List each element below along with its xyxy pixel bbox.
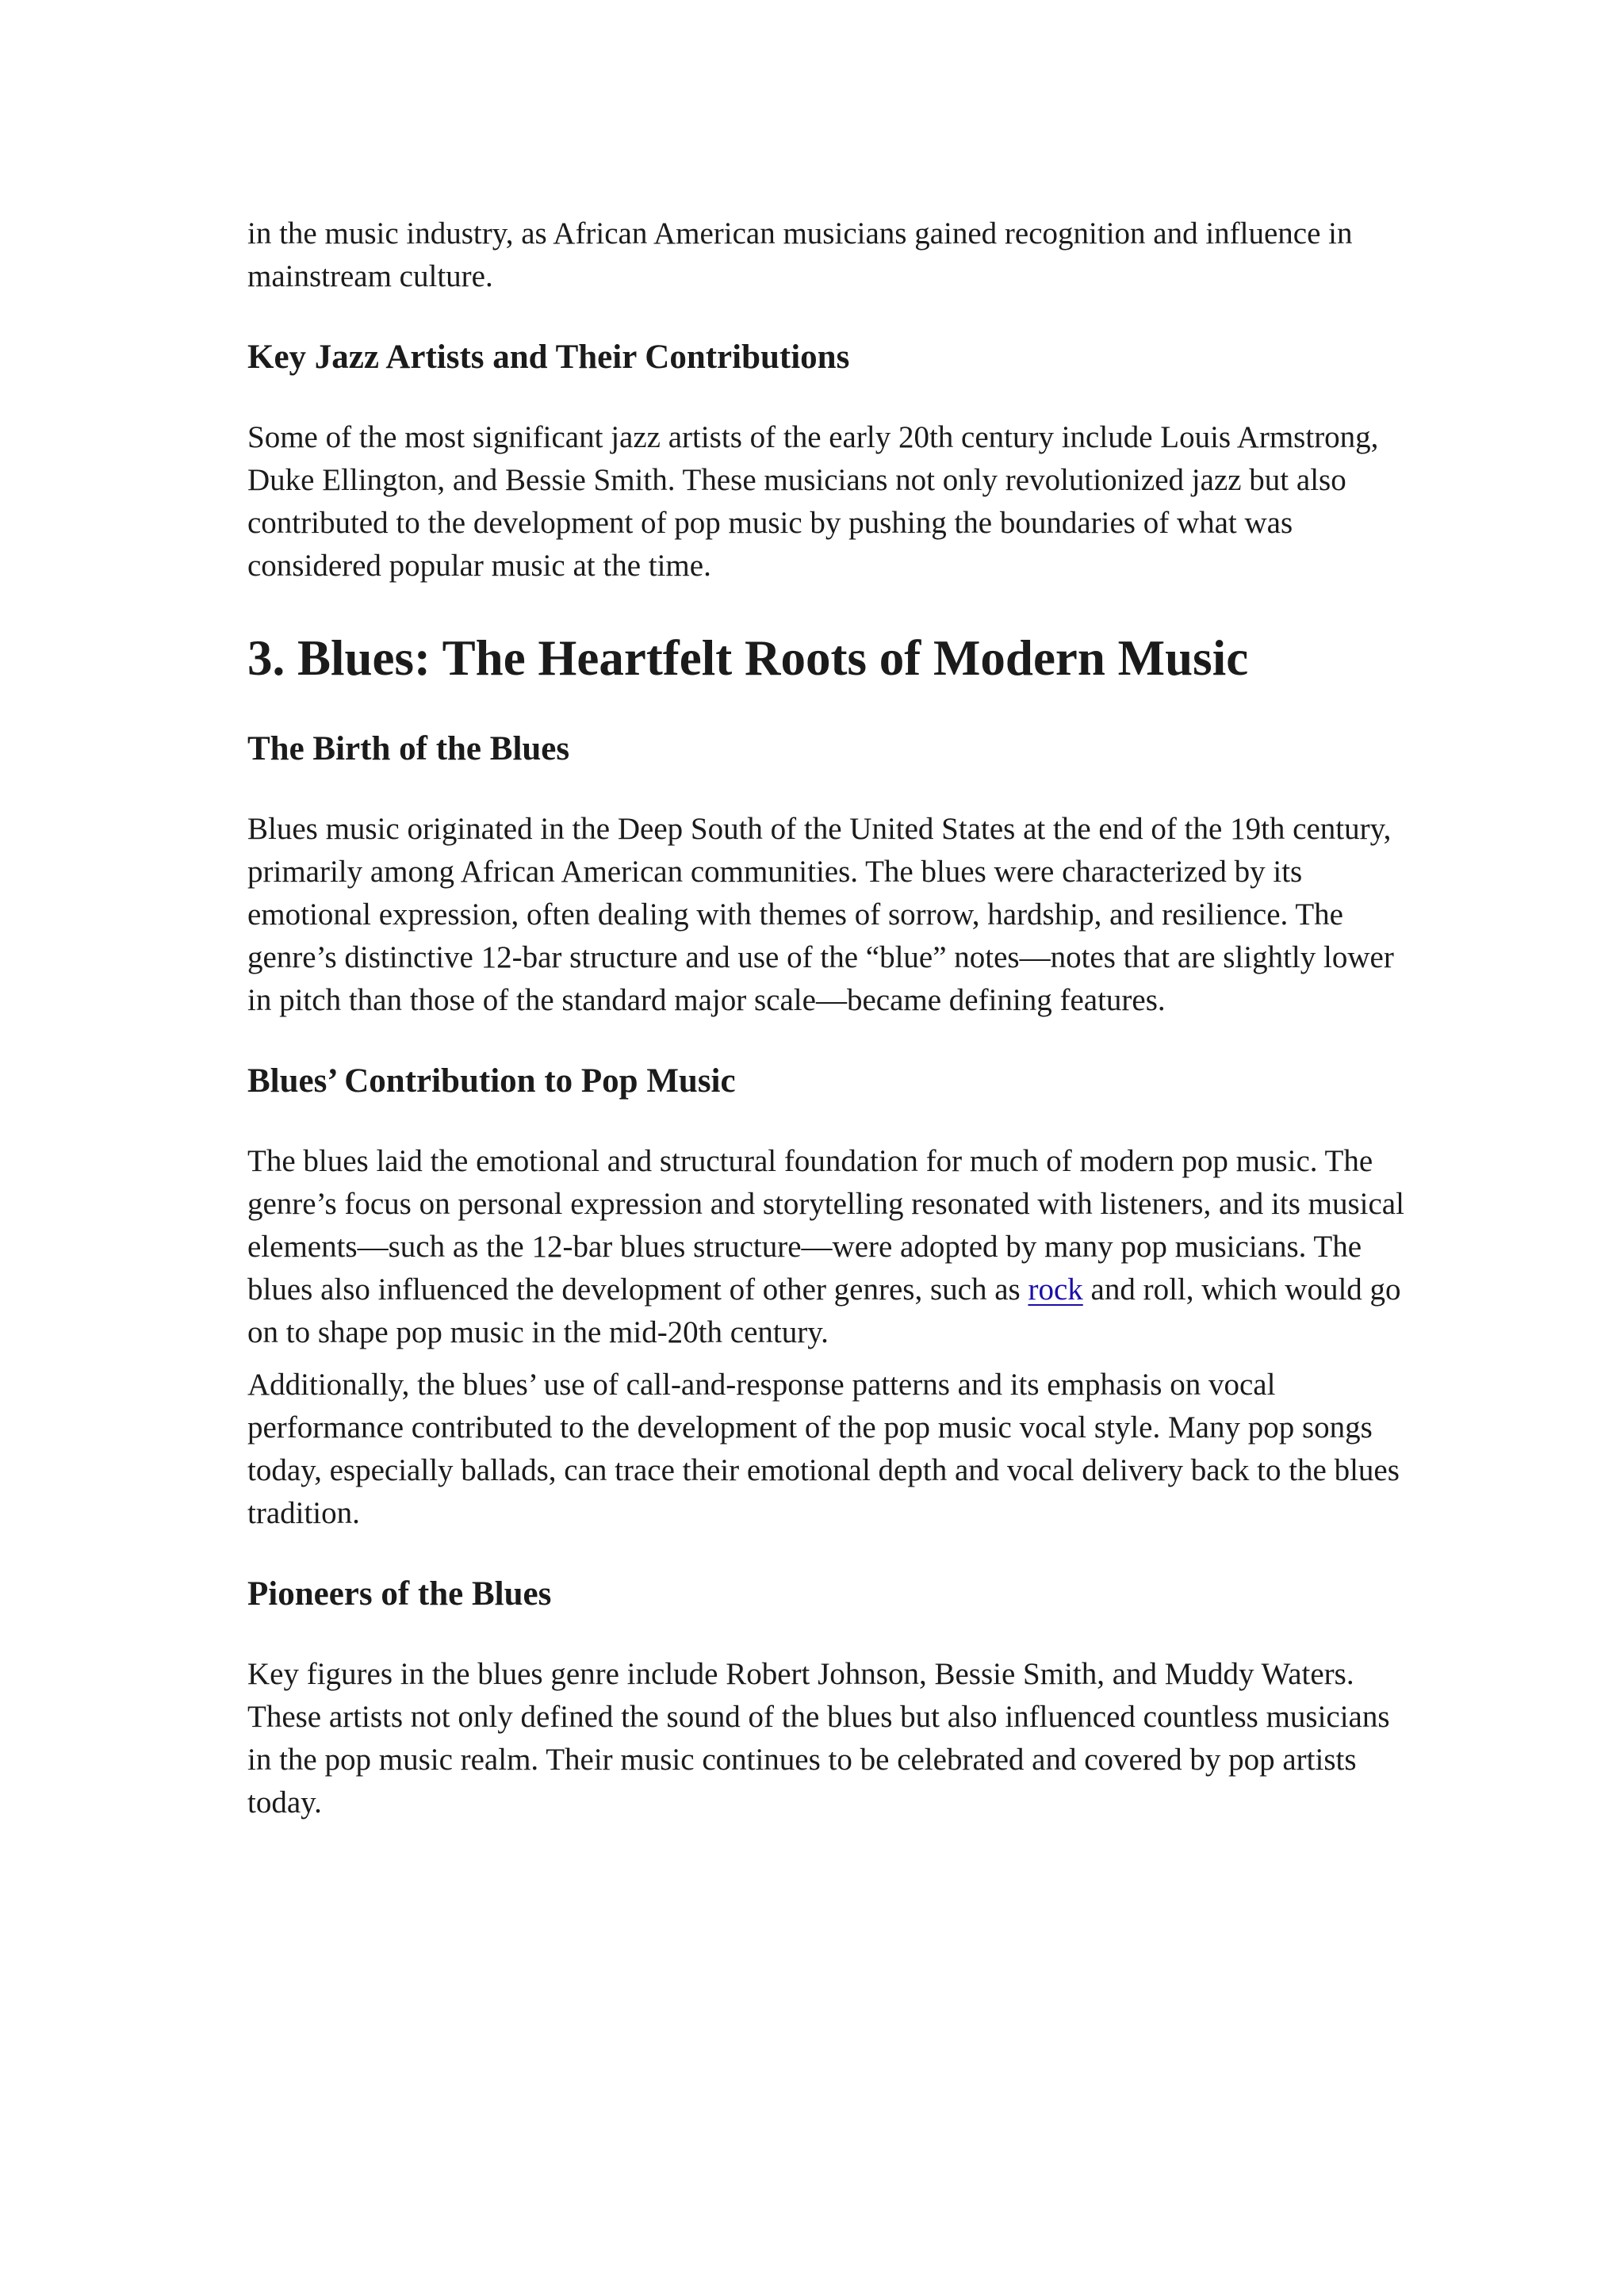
blues-contribution-paragraph-1 <box>247 1140 1413 1354</box>
jazz-artists-paragraph: Some of the most significant jazz artists of the early 20th century include Louis Armstrong, Duke Ellington, and Bessie Smith. These musicians not only revolutionized jazz but also contributed to the development of pop music by pushing the boundaries of what was considered popular music at the time. <box>247 420 1379 583</box>
birth-of-blues-paragraph: Blues music originated in the Deep South of the United States at the end of the 19th century, primarily among African American communities. The blues were characterized by its emotional expression, often dealing with themes of sorrow, hardship, and resilience. The genre’s distinctive 12-bar structure and use of the “blue” notes—notes that are slightly lower in pitch than those of the standard major scale—became defining features. <box>247 812 1394 1017</box>
blues-section-heading: 3. Blues: The Heartfelt Roots of Modern Music <box>247 630 1249 686</box>
birth-of-blues-heading: The Birth of the Blues <box>247 730 570 767</box>
paragraph-text-before-link: The blues laid the emotional and structural foundation for much of modern pop music. The genre’s focus on personal expression and storytelling resonated with listeners, and its musical elements—such as the 12-bar blues structure—were adopted by many pop musicians. The blues also influenced the development of other genres, such as <box>247 1144 1404 1307</box>
jazz-artists-heading: Key Jazz Artists and Their Contributions <box>247 339 850 376</box>
document-page <box>247 212 1413 1824</box>
blues-contribution-heading: Blues’ Contribution to Pop Music <box>247 1062 736 1100</box>
blues-contribution-paragraph-2: Additionally, the blues’ use of call-and-response patterns and its emphasis on vocal performance contributed to the development of the pop music vocal style. Many pop songs today, especially ballads, can trace their emotional depth and vocal delivery back to the blues tradition. <box>247 1368 1400 1530</box>
pioneers-heading: Pioneers of the Blues <box>247 1575 552 1613</box>
intro-paragraph: in the music industry, as African American musicians gained recognition and influence in mainstream culture. <box>247 216 1353 293</box>
pioneers-paragraph: Key figures in the blues genre include Robert Johnson, Bessie Smith, and Muddy Waters. These artists not only defined the sound of the blues but also influenced countless musicians in the pop music realm. Their music continues to be celebrated and covered by pop artists today. <box>247 1657 1390 1820</box>
rock-link[interactable]: rock <box>1028 1272 1083 1307</box>
paragraph-text-after-link: and roll, which would go on to shape pop music in the mid-20th century. <box>247 1272 1401 1349</box>
